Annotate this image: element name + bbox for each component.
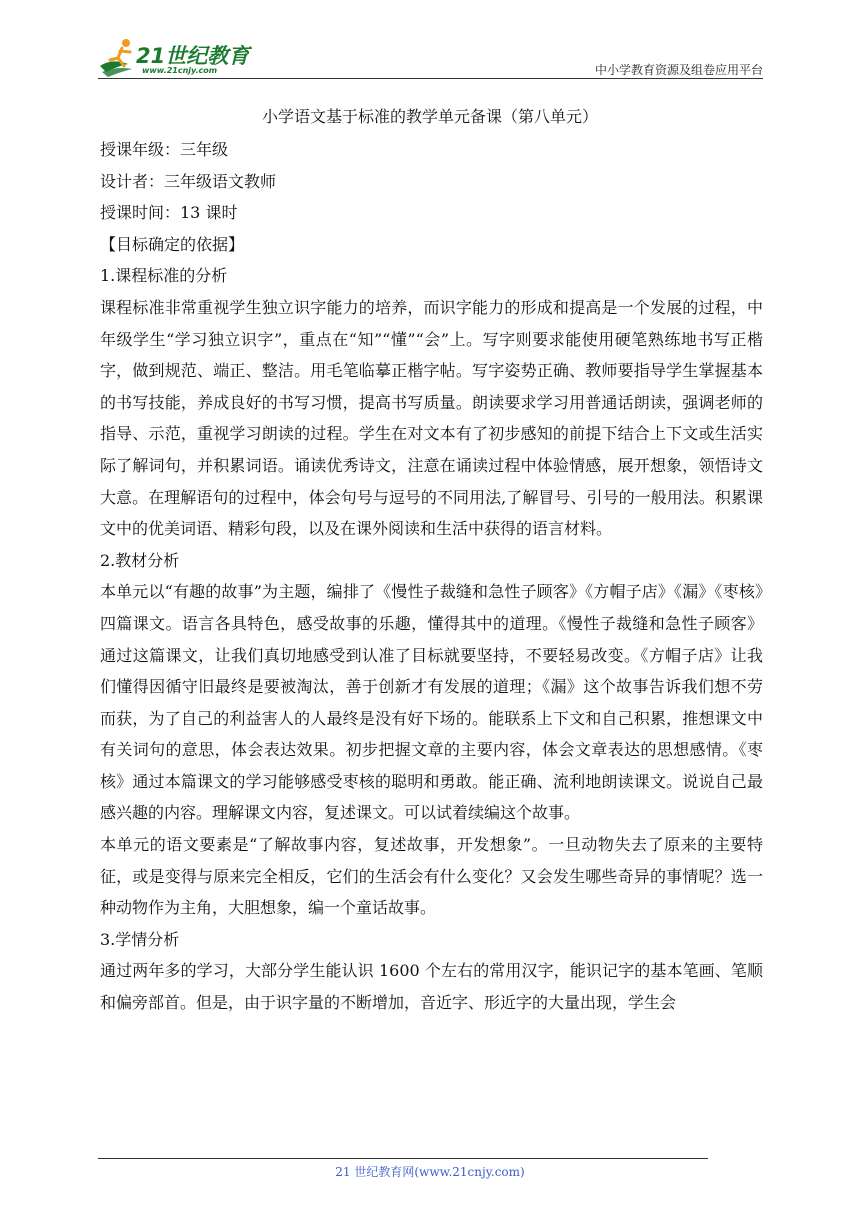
page-footer[interactable]: 21 世纪教育网(www.21cnjy.com)	[335, 1165, 525, 1179]
section2-heading: 2.教材分析	[100, 550, 180, 570]
site-logo[interactable]	[98, 36, 268, 80]
section3-paragraph: 通过两年多的学习，大部分学生能认识 1600 个左右的常用汉字，能识记字的基本笔画、笔顺和偏旁部首。但是，由于识字量的不断增加，音近字、形近字的大量出现，学生会	[100, 961, 763, 1013]
grade-line: 授课年级：三年级	[100, 140, 229, 159]
basis-heading: 【目标确定的依据】	[100, 234, 245, 254]
platform-name: 中小学教育资源及组卷应用平台	[594, 63, 763, 77]
document-title: 小学语文基于标准的教学单元备课（第八单元）	[261, 107, 598, 126]
logo-text: 21世纪教育	[136, 44, 250, 68]
section2-paragraph: 本单元以“有趣的故事”为主题，编排了《慢性子裁缝和急性子顾客》《方帽子店》《漏》《枣核》四篇课文。语言各具特色，感受故事的乐趣，懂得其中的道理。《慢性子裁缝和急性子顾客》通过这篇课文，让我们真切地感受到认准了目标就要坚持，不要轻易改变。《方帽子店》让我们懂得因循守旧最终是要被淘汰，善于创新才有发展的道理；《漏》这个故事告诉我们想不劳而获，为了自己的利益害人的人最终是没有好下场的。能联系上下文和自己积累，推想课文中有关词句的意思，体会表达效果。初步把握文章的主要内容，体会文章表达的思想感情。《枣核》通过本篇课文的学习能够感受枣核的聪明和勇敢。能正确、流利地朗读课文。说说自己最感兴趣的内容。理解课文内容，复述课文。可以试着续编这个故事。	[100, 582, 763, 823]
section1-paragraph: 课程标准非常重视学生独立识字能力的培养，而识字能力的形成和提高是一个发展的过程，中年级学生“学习独立识字”，重点在“知”“懂”“会”上。写字则要求能使用硬笔熟练地书写正楷字，做到规范、端正、整洁。用毛笔临摹正楷字帖。写字姿势正确、教师要指导学生掌握基本的书写技能，养成良好的书写习惯，提高书写质量。朗读要求学习用普通话朗读，强调老师的指导、示范，重视学习朗读的过程。学生在对文本有了初步感知的前提下结合上下文或生活实际了解词句，并积累词语。诵读优秀诗文，注意在诵读过程中体验情感，展开想象，领悟诗文大意。在理解语句的过程中，体会句号与逗号的不同用法,了解冒号、引号的一般用法。积累课文中的优美词语、精彩句段，以及在课外阅读和生活中获得的语言材料。	[100, 297, 763, 539]
logo-url: www.21cnjy.com	[142, 66, 218, 75]
page-header	[98, 36, 763, 80]
footer-divider	[98, 1158, 708, 1159]
hours-line: 授课时间：13 课时	[100, 203, 238, 223]
document-body	[100, 134, 763, 1019]
section3-heading: 3.学情分析	[100, 929, 180, 949]
section2-paragraph-2: 本单元的语文要素是“了解故事内容，复述故事，开发想象”。一旦动物失去了原来的主要特征，或是变得与原来完全相反，它们的生活会有什么变化？又会发生哪些奇异的事情呢？选一种动物作为主角，大胆想象，编一个童话故事。	[100, 835, 763, 918]
designer-line: 设计者：三年级语文教师	[100, 171, 277, 191]
section1-heading: 1.课程标准的分析	[100, 266, 228, 286]
header-divider	[98, 78, 763, 79]
